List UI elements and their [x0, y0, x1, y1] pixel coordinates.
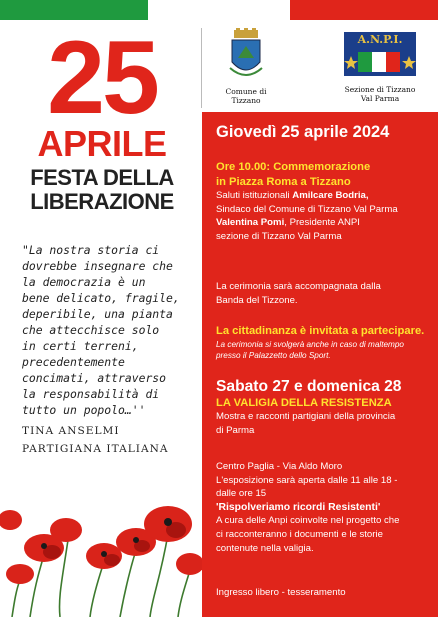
mostra-block — [216, 378, 430, 437]
event1-line-2: in Piazza Roma a Tizzano — [216, 175, 351, 188]
flag-green-band — [0, 0, 148, 20]
quote-line: "La nostra storia ci — [22, 243, 160, 257]
comune-caption-2: Tizzano — [231, 96, 261, 105]
festa-title — [14, 166, 190, 214]
anpi-caption-2: Val Parma — [360, 94, 400, 103]
saluti-line — [216, 189, 430, 203]
quote-line: bene delicato, fragile, — [22, 291, 180, 305]
cura-line-2: ci racconteranno i documenti e le storie — [216, 528, 383, 540]
esposizione-line-1: L'esposizione sarà aperta dalle 11 alle 18 - — [216, 474, 398, 486]
maltempo-line-1: La cerimonia si svolgerà anche in caso di maltempo — [216, 339, 404, 349]
maltempo-line-2: presso il Palazzetto dello Sport. — [216, 350, 331, 360]
centro-block — [216, 460, 430, 555]
quote-line: deperibile, una pianta — [22, 307, 173, 321]
valentina-role: , Presidente ANPI — [284, 217, 360, 229]
saluti-pre: Saluti istituzionali — [216, 190, 293, 201]
sezione-line: sezione di Tizzano Val Parma — [216, 230, 342, 242]
anpi-label: A.N.P.I. — [357, 33, 403, 46]
anpi-logo — [330, 28, 430, 103]
event1-block — [216, 160, 430, 243]
comune-caption-1: Comune di — [225, 87, 267, 96]
rispolveriamo-line: 'Rispolveriamo ricordi Resistenti' — [216, 501, 381, 513]
day-number: 25 — [47, 20, 157, 136]
comune-logo — [216, 28, 276, 105]
coat-of-arms-icon — [226, 28, 266, 82]
mostra-line-2: di Parma — [216, 424, 255, 436]
quote-line: tutto un popolo…'' — [22, 403, 146, 417]
month-label: APRILE — [37, 123, 167, 164]
cura-line-1: A cura delle Anpi coinvolte nel progetto che — [216, 515, 400, 527]
logos-area — [202, 20, 438, 112]
quote-author — [22, 422, 200, 458]
event1-line-1: Ore 10.00: Commemorazione — [216, 161, 371, 173]
valigia-title: LA VALIGIA DELLA RESISTENZA — [216, 397, 392, 409]
valentina-name: Valentina Pomi — [216, 217, 285, 229]
date-title: Giovedì 25 aprile 2024 — [216, 123, 390, 141]
poster — [0, 20, 438, 617]
quote-line: dovrebbe insegnare che — [22, 259, 173, 273]
quote-line: precedentemente — [22, 355, 125, 369]
quote-line: in certi terreni, — [22, 339, 139, 353]
cittadinanza-block — [216, 324, 430, 361]
anpi-emblem-icon — [342, 28, 418, 80]
centro-line: Centro Paglia - Via Aldo Moro — [216, 461, 343, 472]
quote-line: concimati, attraverso — [22, 371, 167, 385]
valentina-line — [216, 216, 430, 230]
poppies-image — [0, 480, 202, 617]
author-role: PARTIGIANA ITALIANA — [22, 443, 169, 455]
saluti-name: Amilcare Bodria, — [292, 190, 369, 201]
italian-flag-strip — [0, 0, 438, 20]
column-divider — [201, 28, 202, 108]
author-name: TINA ANSELMI — [22, 425, 120, 437]
esposizione-line-2: dalle ore 15 — [216, 488, 267, 500]
anpi-caption-1: Sezione di Tizzano — [344, 85, 416, 94]
sindaco-line: Sindaco del Comune di Tizzano Val Parma — [216, 203, 398, 215]
cura-line-3: contenute nella valigia. — [216, 542, 314, 554]
cerimonia-line-2: Banda del Tizzone. — [216, 294, 298, 306]
flag-red-band — [290, 0, 438, 20]
festa-line-1: FESTA DELLA — [30, 165, 174, 190]
ingresso-line: Ingresso libero - tesseramento — [216, 587, 346, 598]
cerimonia-line-1: La cerimonia sarà accompagnata dalla — [216, 281, 381, 292]
flag-white-band — [148, 0, 290, 20]
left-column — [0, 20, 202, 617]
quote-text — [22, 242, 200, 418]
event-panel — [202, 112, 438, 617]
quote-line: la responsabilità di — [22, 387, 160, 401]
ingresso-block — [216, 586, 430, 600]
quote-line: la democrazia è un — [22, 275, 146, 289]
cerimonia-block — [216, 280, 430, 307]
sabato-title: Sabato 27 e domenica 28 — [216, 378, 402, 395]
festa-line-2: LIBERAZIONE — [30, 189, 174, 214]
quote-line: che attecchisce solo — [22, 323, 160, 337]
cittadinanza-text: La cittadinanza è invitata a partecipare. — [216, 325, 425, 337]
mostra-line-1: Mostra e racconti partigiani della provincia — [216, 411, 396, 422]
